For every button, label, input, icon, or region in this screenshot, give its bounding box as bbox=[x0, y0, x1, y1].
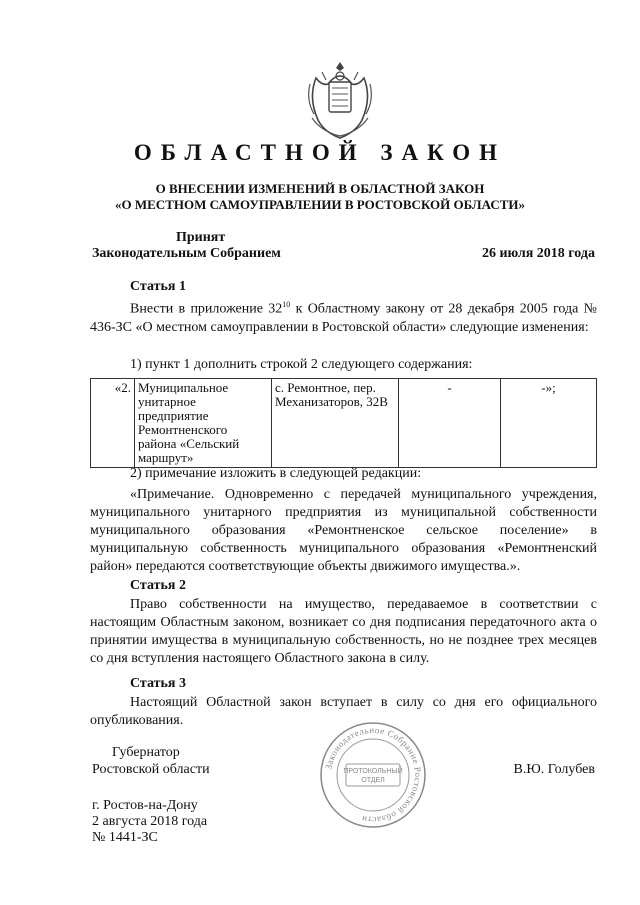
subtitle-line-2: «О МЕСТНОМ САМОУПРАВЛЕНИИ В РОСТОВСКОЙ ОБЛАСТИ» bbox=[115, 197, 525, 212]
amendment-table bbox=[90, 378, 597, 468]
subtitle-line-1: О ВНЕСЕНИИ ИЗМЕНЕНИЙ В ОБЛАСТНОЙ ЗАКОН bbox=[155, 181, 485, 196]
footer-number: № 1441-ЗС bbox=[92, 830, 158, 845]
article-1-intro-post: к Областному закону от 28 декабря 2005 года № 436-ЗС «О местном самоуправлении в Ростовской области» следующие изменения: bbox=[90, 301, 597, 335]
document-title: ОБЛАСТНОЙ ЗАКОН bbox=[133, 140, 507, 165]
table-cell-col4: - bbox=[399, 379, 501, 468]
footer-date: 2 августа 2018 года bbox=[92, 814, 208, 829]
table-cell-name: Муниципальное унитарное предприятие Ремонтненского района «Сельский маршрут» bbox=[135, 379, 272, 468]
table-row bbox=[91, 379, 597, 468]
table-cell-address: с. Ремонтное, пер. Механизаторов, 32В bbox=[272, 379, 399, 468]
article-2-heading: Статья 2 bbox=[130, 578, 186, 593]
article-3-heading: Статья 3 bbox=[130, 676, 186, 691]
round-seal-stamp-icon bbox=[318, 720, 428, 830]
svg-text:ОТДЕЛ: ОТДЕЛ bbox=[361, 777, 385, 784]
adoption-body: Законодательным Собранием bbox=[92, 246, 281, 261]
article-1-point-1: 1) пункт 1 дополнить строкой 2 следующего содержания: bbox=[130, 357, 473, 372]
table-cell-number: «2. bbox=[91, 379, 135, 468]
coat-of-arms-icon bbox=[302, 58, 378, 142]
article-1-intro-sup: 10 bbox=[282, 300, 291, 309]
footer-city: г. Ростов-на-Дону bbox=[92, 798, 198, 813]
governor-title-line-2: Ростовской области bbox=[92, 762, 210, 777]
article-1-heading: Статья 1 bbox=[130, 279, 186, 294]
svg-text:Законодательное Собрание Росто: Законодательное Собрание Ростовской области bbox=[323, 724, 424, 826]
article-3-text: Настоящий Областной закон вступает в силу со дня его официального опубликования. bbox=[90, 695, 597, 728]
article-1-intro-pre: Внести в приложение 32 bbox=[130, 301, 283, 317]
article-1-note: «Примечание. Одновременно с передачей муниципального учреждения, муниципального унитарного предприятия из муниципальной собственности муниципального образования «Ремонтненское сельское поселение» в муниципальную собственность муниципального образования «Ремонтненский район» передаются соответствующие объекты движимого имущества.». bbox=[90, 487, 597, 574]
article-1-intro bbox=[90, 296, 597, 337]
article-1-point-2: 2) примечание изложить в следующей редакции: bbox=[130, 466, 422, 481]
governor-title-line-1: Губернатор bbox=[112, 745, 180, 760]
table-cell-col5: -»; bbox=[501, 379, 597, 468]
article-2-text: Право собственности на имущество, передаваемое в соответствии с настоящим Областным законом, возникает со дня подписания передаточного акта о принятии имущества в муниципальную собственность, но не позднее трех месяцев со дня вступления настоящего Областного закона в силу. bbox=[90, 597, 597, 666]
svg-text:ПРОТОКОЛЬНЫЙ: ПРОТОКОЛЬНЫЙ bbox=[343, 768, 403, 775]
governor-name: В.Ю. Голубев bbox=[513, 762, 595, 777]
adoption-date: 26 июля 2018 года bbox=[481, 246, 595, 261]
adoption-label: Принят bbox=[176, 230, 226, 245]
